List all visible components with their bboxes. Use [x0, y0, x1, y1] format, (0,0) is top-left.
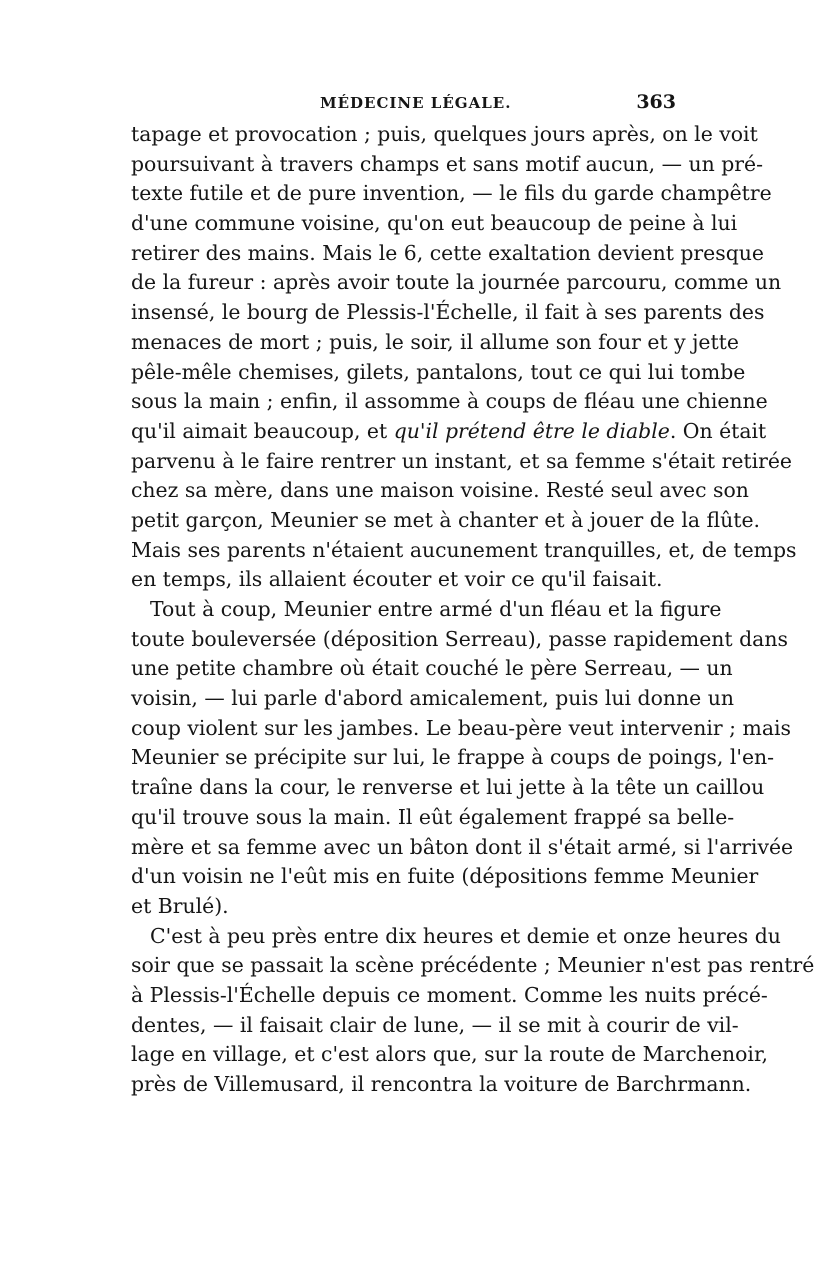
text-line: Meunier se précipite sur lui, le frappe à coups de poings, l'en-: [131, 745, 775, 770]
text-line: dentes, — il faisait clair de lune, — il se mit à courir de vil-: [131, 1012, 739, 1037]
text-segment: qu'il aimait beaucoup, et: [131, 418, 394, 443]
text-line: traîne dans la cour, le renverse et lui jette à la tête un caillou: [131, 775, 765, 800]
text-line: chez sa mère, dans une maison voisine. Resté seul avec son: [131, 478, 749, 503]
text-line: petit garçon, Meunier se met à chanter et à jouer de la flûte.: [131, 507, 760, 532]
text-line: une petite chambre où était couché le père Serreau, — un: [131, 656, 733, 681]
text-line-with-emphasis: [131, 417, 767, 447]
text-segment: . On était: [669, 418, 767, 443]
text-line: menaces de mort ; puis, le soir, il allume son four et y jette: [131, 329, 739, 354]
text-line: à Plessis-l'Échelle depuis ce moment. Comme les nuits précé-: [131, 982, 768, 1007]
text-line: et Brulé).: [131, 893, 229, 918]
text-line: près de Villemusard, il rencontra la voiture de Barchrmann.: [131, 1072, 752, 1096]
text-line: insensé, le bourg de Plessis-l'Échelle, il fait à ses parents des: [131, 300, 765, 325]
text-line: tapage et provocation ; puis, quelques jours après, on le voit: [131, 122, 758, 146]
text-line: Tout à coup, Meunier entre armé d'un fléau et la figure: [150, 597, 722, 621]
text-line: voisin, — lui parle d'abord amicalement, puis lui donne un: [131, 686, 734, 711]
italic-quote: qu'il prétend être le diable: [393, 418, 670, 443]
text-line: texte futile et de pure invention, — le fils du garde champêtre: [131, 181, 772, 206]
text-line: coup violent sur les jambes. Le beau-père veut intervenir ; mais: [131, 715, 791, 740]
text-line: d'une commune voisine, qu'on eut beaucoup de peine à lui: [131, 211, 738, 236]
text-line: soir que se passait la scène précédente ; Meunier n'est pas rentré: [131, 953, 814, 978]
text-line: parvenu à le faire rentrer un instant, et sa femme s'était retirée: [131, 448, 792, 473]
body-text: [131, 120, 814, 1100]
text-line: toute bouleversée (déposition Serreau), passe rapidement dans: [131, 626, 788, 651]
text-line: C'est à peu près entre dix heures et demie et onze heures du: [150, 923, 781, 948]
text-line: Mais ses parents n'étaient aucunement tranquilles, et, de temps: [131, 537, 797, 562]
running-head: [132, 91, 678, 119]
text-line: qu'il trouve sous la main. Il eût également frappé sa belle-: [131, 804, 735, 829]
text-line: sous la main ; enfin, il assomme à coups de fléau une chienne: [131, 389, 768, 414]
text-line: pêle-mêle chemises, gilets, pantalons, tout ce qui lui tombe: [131, 359, 746, 384]
text-line: poursuivant à travers champs et sans motif aucun, — un pré-: [131, 151, 763, 176]
text-line: retirer des mains. Mais le 6, cette exaltation devient presque: [131, 240, 764, 265]
page-number: 363: [636, 91, 676, 113]
text-line: de la fureur : après avoir toute la journée parcouru, comme un: [131, 270, 782, 295]
text-line: d'un voisin ne l'eût mis en fuite (dépositions femme Meunier: [131, 864, 759, 889]
running-head-title: MÉDECINE LÉGALE.: [320, 94, 512, 112]
text-line: en temps, ils allaient écouter et voir ce qu'il faisait.: [131, 567, 663, 592]
text-line: mère et sa femme avec un bâton dont il s'était armé, si l'arrivée: [131, 834, 794, 859]
text-line: lage en village, et c'est alors que, sur la route de Marchenoir,: [131, 1042, 768, 1067]
